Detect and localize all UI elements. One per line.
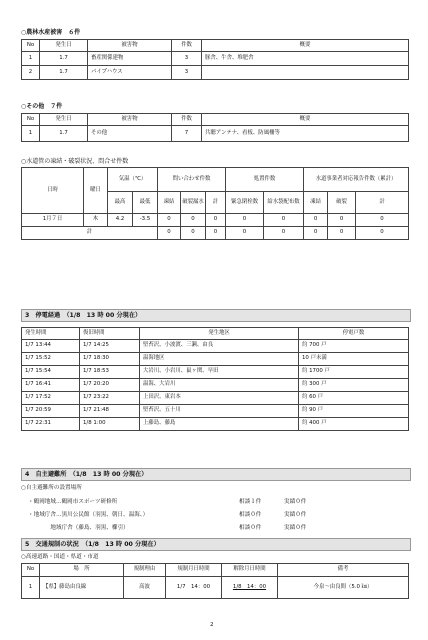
water-h-utotal: 計 [356,192,409,214]
cell [202,66,409,80]
cell: 1月７日 [22,214,84,227]
other-h-summary: 概要 [202,114,409,126]
traffic-title: 5 交通規制の状況 （1/8 13 時 00 分現在） [25,541,160,548]
water-h-urgent: 緊急閉栓数 [226,192,264,214]
water-h-uburst: 破裂 [328,192,356,214]
traffic-h-start: 規制月日時間 [166,564,222,577]
traffic-h-end: 解除月日時間 [222,564,278,577]
cell: 1/7 13:44 [22,340,80,353]
shelter-line-1-consult: 相談１件 [239,499,262,505]
cell: 1/7 15:52 [22,353,80,366]
cell: 3 [172,52,202,66]
cell: 1/7 20:59 [22,405,80,418]
shelter-line-1-actual: 実績０件 [284,499,307,505]
traffic-h-place: 場 所 [40,564,124,577]
outage-h-area: 発生地区 [140,328,299,340]
outage-h-start: 発生時間 [22,328,80,340]
cell: 7 [172,126,202,142]
cell: 高波 [124,577,166,599]
cell: 堅苔沢、五十川 [140,405,299,418]
agri-h-count: 件数 [172,40,202,52]
cell: 上田沢、東岩本 [140,392,299,405]
shelter-line-1-place: ・鶴岡地域…鶴岡市スポーツ研修所 [28,499,118,505]
cell: 4.2 [108,214,133,227]
table-row [22,353,409,366]
cell: 1/7 21:48 [80,405,140,418]
cell: 1 [22,577,40,599]
water-h-freeze: 凍結 [158,192,181,214]
traffic-subtitle: ○高速道路・国道・県道・市道 [21,554,99,560]
cell: 0 [356,227,409,240]
shelter-line-2-place: ・地域庁舎…黒川公民館（羽黒、朝日、温海、） [28,512,149,518]
cell: 1.7 [40,52,88,66]
cell: 温海地区 [140,353,299,366]
water-h-min: 最低 [133,192,158,214]
cell: 畜産関係建物 [88,52,172,66]
page-number: 2 [210,622,214,628]
table-row [22,379,409,392]
cell: 1/7 22:31 [22,418,80,431]
traffic-table [21,563,409,599]
agri-h-summary: 概要 [202,40,409,52]
shelter-subtitle: ○自主避難所の設置場所 [21,485,82,491]
water-h-temp: 気温（℃） [108,168,158,192]
table-row [22,418,409,431]
cell: 約 400 戸 [299,418,409,431]
agri-header-row [22,40,409,52]
cell: -3.5 [133,214,158,227]
table-row [22,214,409,227]
table-row [22,227,409,240]
cell: 約 700 戸 [299,340,409,353]
cell: 2 [22,66,40,80]
traffic-h-notes: 備考 [278,564,409,577]
cell: 1/7 18:53 [80,366,140,379]
outage-section-bar [21,309,411,322]
cell: 約 300 戸 [299,379,409,392]
outage-h-households: 停電戸数 [299,328,409,340]
traffic-h-reason: 規制理由 [124,564,166,577]
cell: 1/7 14:25 [80,340,140,353]
cell: 0 [328,227,356,240]
traffic-h-no: No [22,564,40,577]
table-row [22,66,409,80]
water-h-supply: 給水袋配布数 [264,192,304,214]
cell: 0 [226,214,264,227]
agri-h-no: No [22,40,40,52]
shelter-line-2-consult: 相談０件 [239,512,262,518]
cell: 0 [264,214,304,227]
shelter-line-3-consult: 相談０件 [239,525,262,531]
water-h-day: 曜日 [84,168,108,214]
cell: 共聴アンテナ、看板、防風柵等 [202,126,409,142]
cell: 今泉～由良間（5.0 ㎞） [278,577,409,599]
cell: 0 [158,227,181,240]
agri-h-date: 発生日 [40,40,88,52]
cell: 大岩川、小岩川、鼠ヶ関、早田 [140,366,299,379]
other-h-item: 被害物 [88,114,172,126]
outage-table [21,327,409,431]
table-row [22,577,409,599]
cell: 1/8 1:00 [80,418,140,431]
cell: 0 [181,227,206,240]
other-title: ○その他 ７件 [21,103,63,110]
cell: 1/7 15:54 [22,366,80,379]
cell: パイプハウス [88,66,172,80]
shelter-line-3-place: 地域庁舎（藤島、羽黒、櫛引） [28,525,129,531]
cell: 1/7 16:41 [22,379,80,392]
cell: 木 [84,214,108,227]
cell: 0 [181,214,206,227]
outage-h-restore: 復旧時間 [80,328,140,340]
other-h-count: 件数 [172,114,202,126]
cell: 1/7 18:30 [80,353,140,366]
cell: 1/7 17:52 [22,392,80,405]
cell: 1.7 [40,126,88,142]
agri-h-item: 被害物 [88,40,172,52]
cell: 1/8 14：00 [222,577,278,599]
outage-header-row [22,328,409,340]
cell: 計 [22,227,158,240]
cell: 3 [172,66,202,80]
cell: 1 [22,52,40,66]
water-h-utility: 水道事業者対応報告件数（累計） [304,168,409,192]
water-h-max: 最高 [108,192,133,214]
cell: 0 [304,214,328,227]
cell: 0 [158,214,181,227]
water-table [21,167,409,240]
cell: 【県】藤島由良線 [40,577,124,599]
cell: 0 [206,227,226,240]
cell: 1/7 23:22 [80,392,140,405]
cell: 約 60 戸 [299,392,409,405]
other-h-date: 発生日 [40,114,88,126]
agri-title: ○農林水産被害 ６件 [21,29,81,36]
water-title: ○水道管の凍結・破裂状況、問合せ件数 [21,158,129,165]
cell: 0 [264,227,304,240]
other-h-no: No [22,114,40,126]
outage-title: 3 停電経過 （1/8 13 時 00 分現在） [25,312,142,319]
shelter-line-2-actual: 実績０件 [284,512,307,518]
table-row [22,405,409,418]
traffic-header-row [22,564,409,577]
agri-table [21,39,409,80]
water-h-total: 計 [206,192,226,214]
table-row [22,340,409,353]
cell: 豚舎、牛舎、堆肥舎 [202,52,409,66]
water-h-date: 日時 [22,168,84,214]
cell: 約 90 戸 [299,405,409,418]
cell: 10 戸未満 [299,353,409,366]
water-h-inquiries: 問い合わせ件数 [158,168,226,192]
shelter-section-bar [21,468,411,481]
cell: 約 1700 戸 [299,366,409,379]
cell: 0 [226,227,264,240]
shelter-line-3-actual: 実績０件 [284,525,307,531]
table-row [22,52,409,66]
cell: 上藤島、藤島 [140,418,299,431]
table-row [22,392,409,405]
cell: 1/7 14：00 [166,577,222,599]
table-row [22,366,409,379]
water-h-burst: 破裂漏水 [181,192,206,214]
cell: 1.7 [40,66,88,80]
cell: 1/7 20:20 [80,379,140,392]
cell: 0 [328,214,356,227]
cell: その他 [88,126,172,142]
traffic-section-bar [21,538,411,551]
cell: 堅苔沢、小波渡、三瀬、由良 [140,340,299,353]
cell: 1 [22,126,40,142]
shelter-title: 4 自主避難所 （1/8 13 時 00 分現在） [25,471,148,478]
table-row [22,126,409,142]
cell: 0 [304,227,328,240]
water-header-row-1 [22,168,409,192]
cell: 0 [206,214,226,227]
water-h-processed: 処置件数 [226,168,304,192]
other-header-row [22,114,409,126]
other-table [21,113,409,142]
cell: 0 [356,214,409,227]
water-h-ufreeze: 凍結 [304,192,328,214]
cell: 温海、大岩川 [140,379,299,392]
